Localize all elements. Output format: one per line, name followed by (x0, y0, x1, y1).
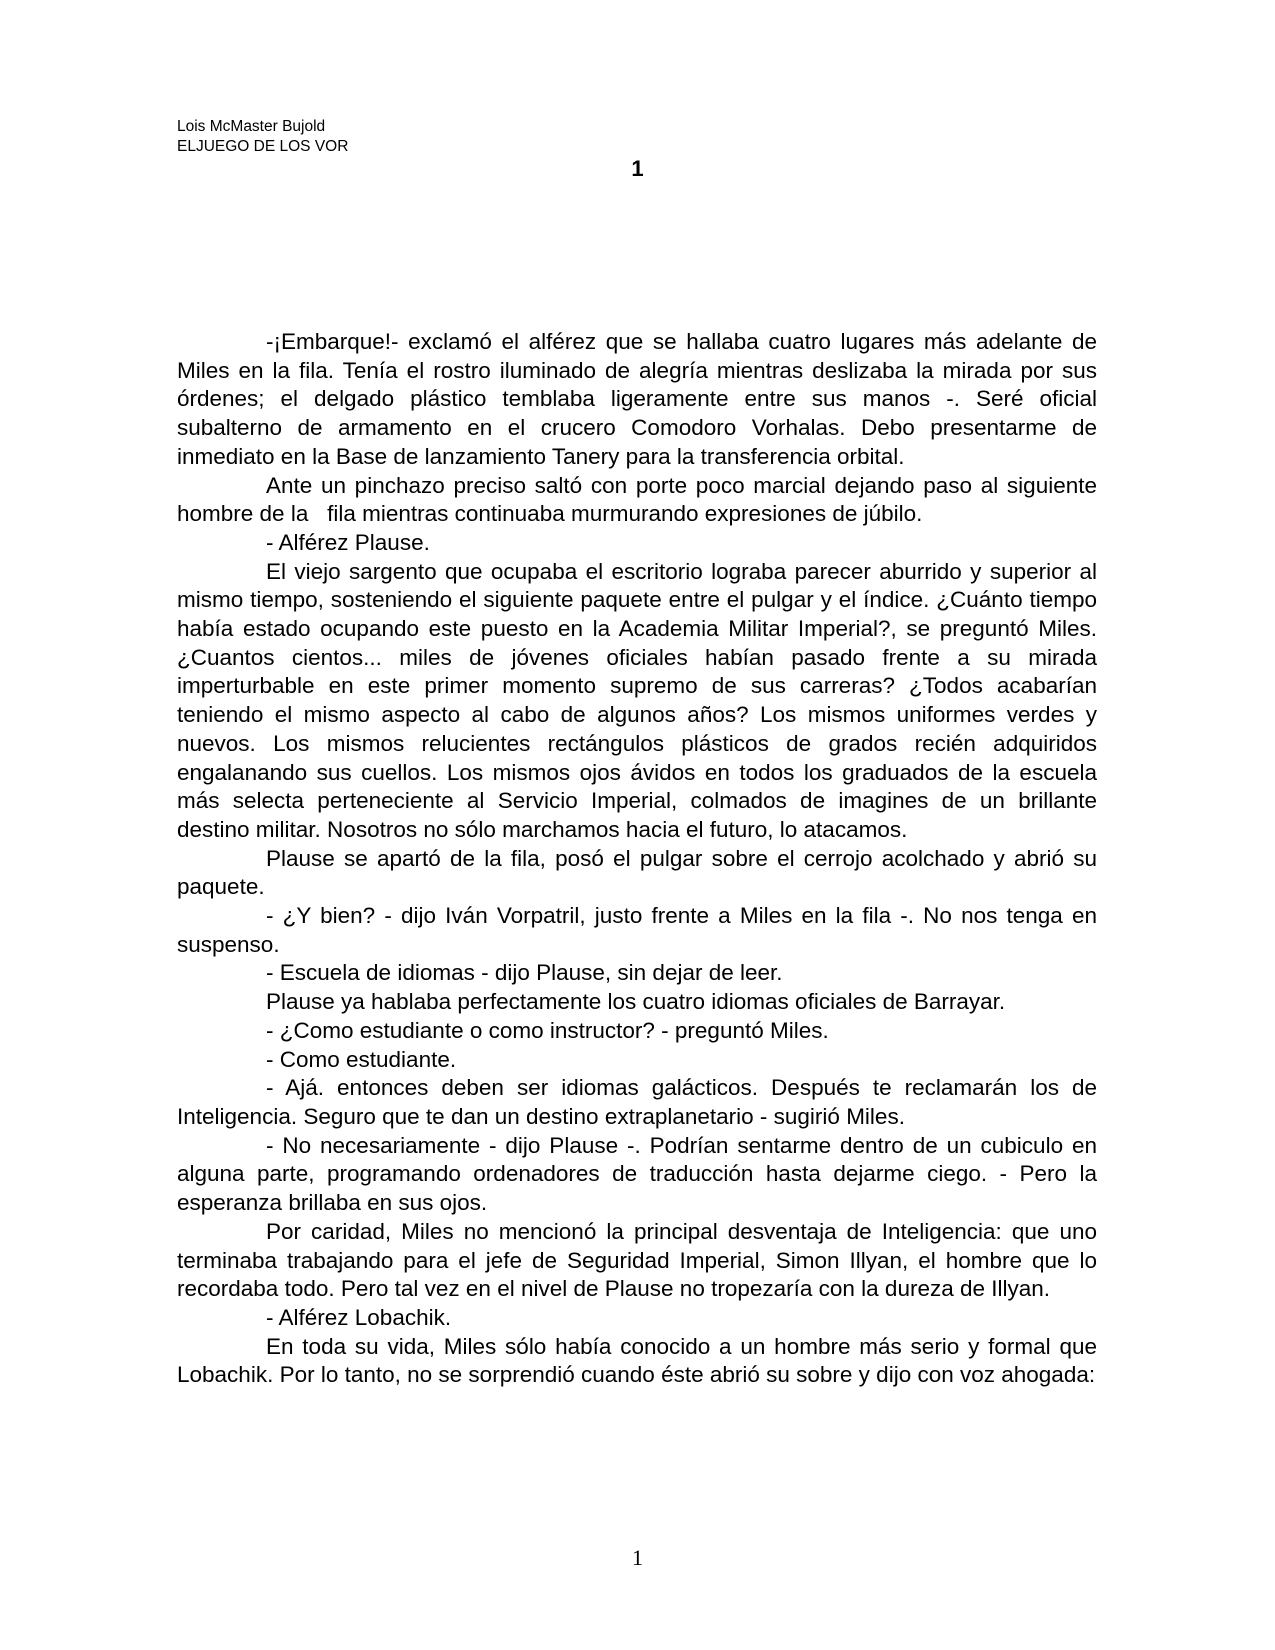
paragraph-1: -¡Embarque!- exclamó el alférez que se hallaba cuatro lugares más adelante de Miles en la fila. Tenía el rostro iluminado de alegría mientras deslizaba la mirada por sus órdenes; el delgado plástico temblaba ligeramente entre sus manos -. Seré oficial subalterno de armamento en el crucero Comodoro Vorhalas. Debo presentarme de inmediato en la Base de lanzamiento Tanery para la transferencia orbital. (177, 329, 1097, 469)
paragraph-10: - Como estudiante. (266, 1046, 457, 1072)
paragraph-6: - ¿Y bien? - dijo Iván Vorpatril, justo frente a Miles en la fila -. No nos tenga en suspenso. (177, 903, 1097, 957)
paragraph-11: - Ajá. entonces deben ser idiomas galácticos. Después te reclamarán los de Inteligencia. Seguro que te dan un destino extraplanetario - sugirió Miles. (177, 1075, 1097, 1129)
paragraph-5: Plause se apartó de la fila, posó el pulgar sobre el cerrojo acolchado y abrió su paquete. (177, 845, 1097, 900)
paragraph-2: Ante un pinchazo preciso saltó con porte poco marcial dejando paso al siguiente hombre de la fila mientras continuaba murmurando expresiones de júbilo. (177, 472, 1104, 527)
paragraph-12: - No necesariamente - dijo Plause -. Podrían sentarme dentro de un cubiculo en alguna parte, programando ordenadores de traducción hasta dejarme ciego. - Pero la esperanza brillaba en sus ojos. (177, 1132, 1097, 1216)
running-header (177, 117, 348, 157)
chapter-number: 1 (631, 156, 644, 181)
paragraph-3: - Alférez Plause. (266, 529, 430, 555)
paragraph-15: En toda su vida, Miles sólo había conocido a un hombre más serio y formal que Lobachik. Por lo tanto, no se sorprendió cuando éste abrió su sobre y dijo con voz ahogada: (177, 1333, 1097, 1388)
page-number: 1 (632, 1545, 643, 1570)
paragraph-7: - Escuela de idiomas - dijo Plause, sin dejar de leer. (266, 960, 783, 986)
paragraph-13: Por caridad, Miles no mencionó la principal desventaja de Inteligencia: que uno terminaba trabajando para el jefe de Seguridad Imperial, Simon Illyan, el hombre que lo recordaba todo. Pero tal vez en el nivel de Plause no tropezaría con la dureza de Illyan. (177, 1218, 1097, 1302)
header-author: Lois McMaster Bujold (177, 118, 326, 135)
paragraph-9: - ¿Como estudiante o como instructor? - preguntó Miles. (266, 1017, 829, 1043)
header-book-title: ELJUEGO DE LOS VOR (177, 138, 349, 155)
paragraph-14: - Alférez Lobachik. (266, 1304, 452, 1330)
paragraph-8: Plause ya hablaba perfectamente los cuatro idiomas oficiales de Barrayar. (266, 989, 1006, 1015)
paragraph-4: El viejo sargento que ocupaba el escritorio lograba parecer aburrido y superior al mismo tiempo, sosteniendo el siguiente paquete entre el pulgar y el índice. ¿Cuánto tiempo había estado ocupando este puesto en la Academia Militar Imperial?, se preguntó Miles. ¿Cuantos cientos... miles de jóvenes oficiales habían pasado frente a su mirada imperturbable en este primer momento supremo de sus carreras? ¿Todos acabarían teniendo el mismo aspecto al cabo de algunos años? Los mismos uniformes verdes y nuevos. Los mismos relucientes rectángulos plásticos de grados recién adquiridos engalanando sus cuellos. Los mismos ojos ávidos en todos los graduados de la escuela más selecta perteneciente al Servicio Imperial, colmados de imagines de un brillante destino militar. Nosotros no sólo marchamos hacia el futuro, lo atacamos. (177, 558, 1097, 842)
body-text (177, 328, 1104, 1390)
